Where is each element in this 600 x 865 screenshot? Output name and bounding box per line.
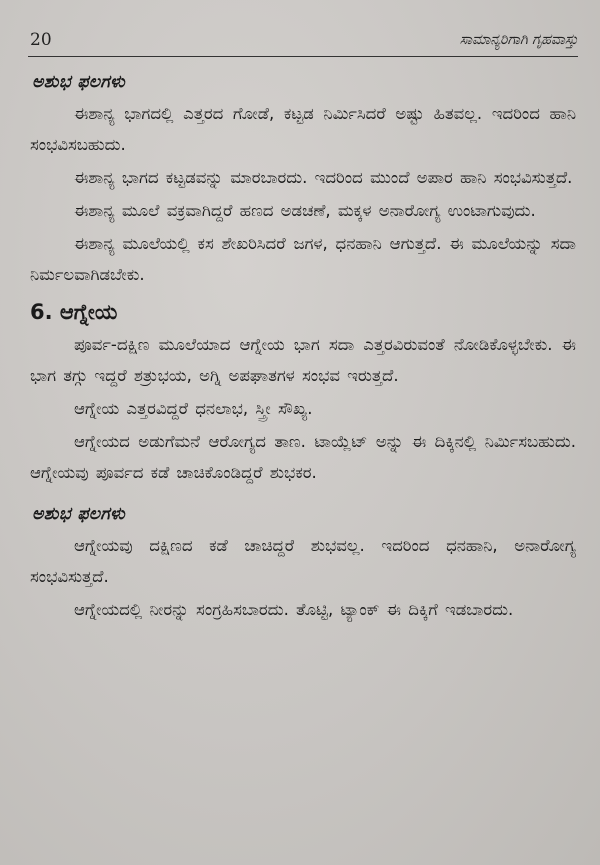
page-number: 20: [30, 30, 52, 50]
paragraph: ಈಶಾನ್ಯ ಮೂಲೆ ವಕ್ರವಾಗಿದ್ದರೆ ಹಣದ ಅಡಚಣೆ, ಮಕ್ಕಳ ಅನಾರೋಗ್ಯ ಉಂಟಾಗುವುದು.: [74, 201, 536, 220]
section-heading-agneya: 6. ಆಗ್ನೇಯ: [30, 300, 118, 324]
paragraph: ಪೂರ್ವ-ದಕ್ಷಿಣ ಮೂಲೆಯಾದ ಆಗ್ನೇಯ ಭಾಗ ಸದಾ ಎತ್ತರವಿರುವಂತೆ ನೋಡಿಕೊಳ್ಳಬೇಕು. ಈ ಭಾಗ ತಗ್ಗು ಇದ್ದರೆ ಶತ್ರುಭಯ, ಅಗ್ನಿ ಅಪಘಾತಗಳ ಸಂಭವ ಇರುತ್ತದೆ.: [30, 335, 576, 385]
subheading-inauspicious-results-2: ಅಶುಭ ಫಲಗಳು: [32, 504, 126, 524]
page-header: [30, 30, 578, 56]
running-title: ಸಾಮಾನ್ಯರಿಗಾಗಿ ಗೃಹವಾಸ್ತು: [459, 31, 578, 49]
paragraph: ಈಶಾನ್ಯ ಭಾಗದಲ್ಲಿ ಎತ್ತರದ ಗೋಡೆ, ಕಟ್ಟಡ ನಿರ್ಮಿಸಿದರೆ ಅಷ್ಟು ಹಿತವಲ್ಲ. ಇದರಿಂದ ಹಾನಿ ಸಂಭವಿಸಬಹುದು.: [30, 104, 576, 154]
header-rule: [28, 56, 578, 57]
paragraph: ಈಶಾನ್ಯ ಮೂಲೆಯಲ್ಲಿ ಕಸ ಶೇಖರಿಸಿದರೆ ಜಗಳ, ಧನಹಾನಿ ಆಗುತ್ತದೆ. ಈ ಮೂಲೆಯನ್ನು ಸದಾ ನಿರ್ಮಲವಾಗಿಡಬೇಕು.: [30, 234, 576, 284]
paragraph: ಆಗ್ನೇಯವು ದಕ್ಷಿಣದ ಕಡೆ ಚಾಚಿದ್ದರೆ ಶುಭವಲ್ಲ. ಇದರಿಂದ ಧನಹಾನಿ, ಅನಾರೋಗ್ಯ ಸಂಭವಿಸುತ್ತದೆ.: [30, 536, 576, 586]
paragraph: ಆಗ್ನೇಯದ ಅಡುಗೆಮನೆ ಆರೋಗ್ಯದ ತಾಣ. ಟಾಯ್ಲೆಟ್ ಅನ್ನು ಈ ದಿಕ್ಕಿನಲ್ಲಿ ನಿರ್ಮಿಸಬಹುದು. ಆಗ್ನೇಯವು ಪೂರ್ವದ ಕಡೆ ಚಾಚಿಕೊಂಡಿದ್ದರೆ ಶುಭಕರ.: [30, 432, 576, 482]
page-content: [30, 64, 576, 627]
paragraph: ಈಶಾನ್ಯ ಭಾಗದ ಕಟ್ಟಡವನ್ನು ಮಾರಬಾರದು. ಇದರಿಂದ ಮುಂದೆ ಅಪಾರ ಹಾನಿ ಸಂಭವಿಸುತ್ತದೆ.: [74, 168, 573, 187]
paragraph: ಆಗ್ನೇಯದಲ್ಲಿ ನೀರನ್ನು ಸಂಗ್ರಹಿಸಬಾರದು. ತೊಟ್ಟಿ, ಟ್ಯಾಂಕ್ ಈ ದಿಕ್ಕಿಗೆ ಇಡಬಾರದು.: [74, 600, 514, 619]
subheading-inauspicious-results-1: ಅಶುಭ ಫಲಗಳು: [32, 72, 126, 92]
paragraph: ಆಗ್ನೇಯ ಎತ್ತರವಿದ್ದರೆ ಧನಲಾಭ, ಸ್ತ್ರೀ ಸೌಖ್ಯ.: [74, 399, 313, 418]
